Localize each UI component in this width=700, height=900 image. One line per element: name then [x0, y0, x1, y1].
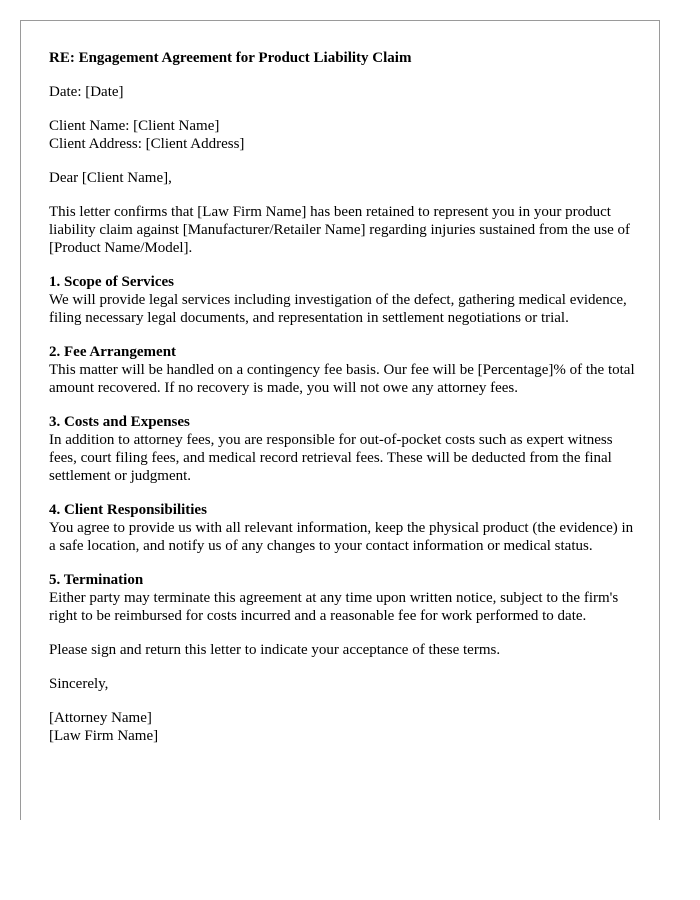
- section-title: 4. Client Responsibilities: [49, 502, 207, 518]
- closing: Sincerely,: [49, 676, 109, 692]
- closing-request: Please sign and return this letter to indicate your acceptance of these terms.: [49, 642, 501, 658]
- letter-content: [49, 49, 639, 745]
- signature-block: [49, 709, 639, 745]
- section-fee-arrangement: [49, 343, 639, 397]
- letter-page: [20, 20, 660, 820]
- section-title: 1. Scope of Services: [49, 274, 174, 290]
- section-body: You agree to provide us with all relevant information, keep the physical product (the evidence) in a safe location, and notify us of any changes to your contact information or medical status.: [49, 520, 634, 554]
- intro-paragraph: This letter confirms that [Law Firm Name] has been retained to represent you in your product liability claim against [Manufacturer/Retailer Name] regarding injuries sustained from the use of [Product Name/Model].: [49, 204, 631, 256]
- client-address-line: Client Address: [Client Address]: [49, 136, 245, 152]
- section-termination: [49, 571, 639, 625]
- firm-name: [Law Firm Name]: [49, 728, 159, 744]
- letter-subject: RE: Engagement Agreement for Product Liability Claim: [49, 50, 412, 66]
- client-name-line: Client Name: [Client Name]: [49, 118, 220, 134]
- section-costs-and-expenses: [49, 413, 639, 485]
- date-line: Date: [Date]: [49, 84, 124, 100]
- section-body: This matter will be handled on a contingency fee basis. Our fee will be [Percentage]% of the total amount recovered. If no recovery is made, you will not owe any attorney fees.: [49, 362, 635, 396]
- section-body: We will provide legal services including investigation of the defect, gathering medical evidence, filing necessary legal documents, and representation in settlement negotiations or trial.: [49, 292, 627, 326]
- section-scope-of-services: [49, 273, 639, 327]
- salutation: Dear [Client Name],: [49, 170, 172, 186]
- section-client-responsibilities: [49, 501, 639, 555]
- attorney-name: [Attorney Name]: [49, 710, 152, 726]
- section-title: 3. Costs and Expenses: [49, 414, 190, 430]
- section-body: In addition to attorney fees, you are responsible for out-of-pocket costs such as expert witness fees, court filing fees, and medical record retrieval fees. These will be deducted from the final settlement or judgment.: [49, 432, 613, 484]
- client-info: [49, 117, 639, 153]
- section-body: Either party may terminate this agreement at any time upon written notice, subject to the firm's right to be reimbursed for costs incurred and a reasonable fee for work performed to date.: [49, 590, 619, 624]
- section-title: 2. Fee Arrangement: [49, 344, 177, 360]
- section-title: 5. Termination: [49, 572, 144, 588]
